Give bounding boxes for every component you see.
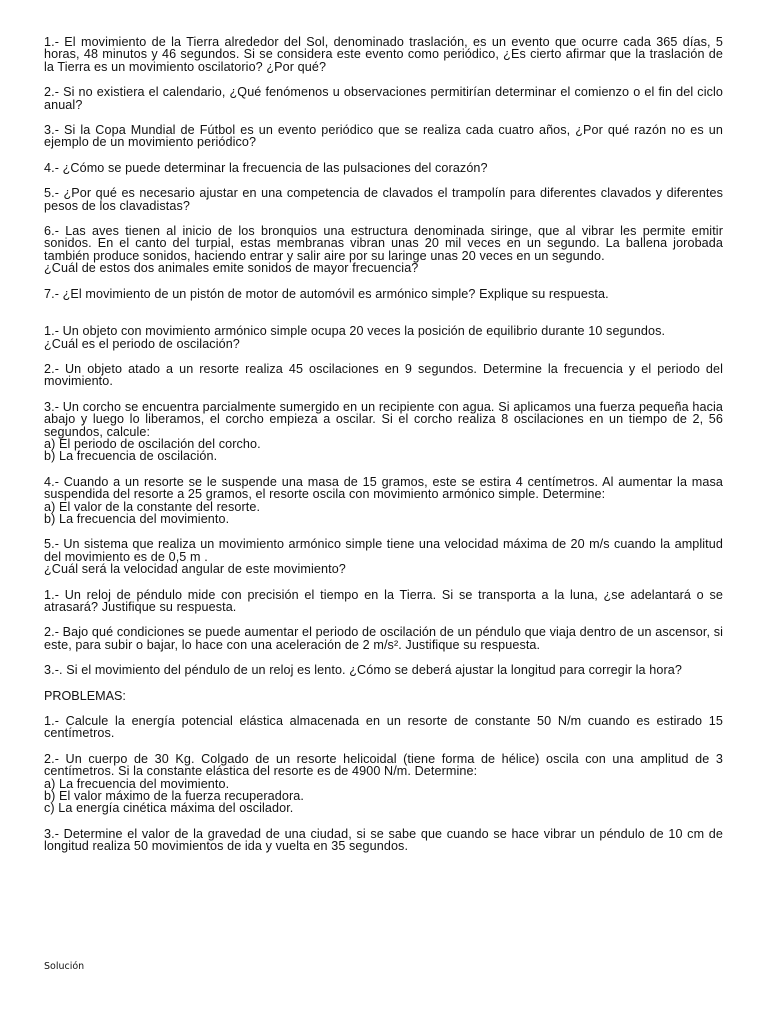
question-number: 7.- xyxy=(44,286,59,301)
question-1-6 xyxy=(44,225,723,275)
question-text: Un sistema que realiza un movimiento armónico simple tiene una velocidad máxima de 20 m/s cuando la amplitud del movimiento es de 0,5 m . xyxy=(44,537,723,564)
question-2-4 xyxy=(44,476,723,526)
question-text: Cuando a un resorte se le suspende una masa de 15 gramos, este se estira 4 centímetros. Al aumentar la masa suspendida del resorte a 25 gramos, el resorte oscila con movimiento armónico simple. Determine: xyxy=(44,474,723,502)
question-number: 2.- xyxy=(44,85,59,100)
question-subline: ¿Cuál es el periodo de oscilación? xyxy=(44,336,240,351)
question-subline: ¿Cuál será la velocidad angular de este movimiento? xyxy=(44,562,346,577)
question-text: Un objeto con movimiento armónico simple ocupa 20 veces la posición de equilibrio durante 10 segundos. xyxy=(62,324,666,339)
question-number: 5.- xyxy=(44,186,59,201)
question-1-7 xyxy=(44,288,723,300)
question-text: Bajo qué condiciones se puede aumentar el periodo de oscilación de un péndulo que viaja dentro de un ascensor, si este, para subir o bajar, lo hace con una aceleración de 2 m/s². Justifique su respuesta. xyxy=(44,625,723,652)
question-2-5 xyxy=(44,538,723,575)
question-number: 1.- xyxy=(44,324,59,339)
question-text: Si el movimiento del péndulo de un reloj es lento. ¿Cómo se deberá ajustar la longitud para corregir la hora? xyxy=(66,663,682,678)
problem-2 xyxy=(44,753,723,815)
question-number: 2.- xyxy=(44,361,59,376)
question-1-5 xyxy=(44,187,723,212)
question-text: El movimiento de la Tierra alrededor del Sol, denominado traslación, es un evento que ocurre cada 365 días, 5 horas, 48 minutos y 46 segundos. Si se considera este evento como periódico, ¿Es cierto afirmar que la traslación de la Tierra es un movimiento oscilatorio? ¿Por qué? xyxy=(44,35,723,74)
question-number: 2.- xyxy=(44,625,59,640)
problem-3 xyxy=(44,828,723,853)
question-number: 4.- xyxy=(44,474,59,489)
problem-number: 1.- xyxy=(44,714,59,729)
question-number: 3.- xyxy=(44,399,59,414)
question-number: 6.- xyxy=(44,224,59,239)
problem-text: Determine el valor de la gravedad de una ciudad, si se sabe que cuando se hace vibrar un péndulo de 10 cm de longitud realiza 50 movimientos de ida y vuelta en 35 segundos. xyxy=(44,826,723,854)
question-2-3 xyxy=(44,401,723,463)
question-text: Un corcho se encuentra parcialmente sumergido en un recipiente con agua. Si aplicamos una fuerza pequeña hacia abajo y luego lo liberamos, el corcho empieza a oscilar. Si el corcho realiza 8 oscilaciones en un tiempo de 2, 56 segundos, calcule: xyxy=(44,399,723,439)
question-subline: ¿Cuál de estos dos animales emite sonidos de mayor frecuencia? xyxy=(44,261,419,276)
problem-text: Calcule la energía potencial elástica almacenada en un resorte de constante 50 N/m cuando es estirado 15 centímetros. xyxy=(44,714,723,741)
question-number: 3.- xyxy=(44,123,59,138)
problems-heading: PROBLEMAS: xyxy=(44,688,126,703)
question-text: Un reloj de péndulo mide con precisión el tiempo en la Tierra. Si se transporta a la luna, ¿se adelantará o se atrasará? Justifique su respuesta. xyxy=(44,587,723,614)
question-text: ¿Por qué es necesario ajustar en una competencia de clavados el trampolín para diferentes clavados y diferentes pesos de los clavadistas? xyxy=(44,186,723,213)
question-3-2 xyxy=(44,626,723,651)
question-1-4 xyxy=(44,162,723,174)
question-1-3 xyxy=(44,124,723,149)
question-3-3 xyxy=(44,664,723,676)
question-1-1 xyxy=(44,36,723,73)
question-1-2 xyxy=(44,86,723,111)
problem-subline: b) El valor máximo de la fuerza recuperadora. xyxy=(44,789,304,804)
section-2 xyxy=(44,325,723,576)
problem-number: 3.- xyxy=(44,826,59,841)
problem-subline: a) La frecuencia del movimiento. xyxy=(44,776,230,791)
question-number: 5.- xyxy=(44,537,59,552)
question-2-1 xyxy=(44,325,723,350)
footer-solution-label: Solución xyxy=(44,961,85,972)
document-page xyxy=(44,36,723,866)
question-text: Si no existiera el calendario, ¿Qué fenómenos u observaciones permitirían determinar el comienzo o el fin del ciclo anual? xyxy=(44,85,723,112)
problem-subline: c) La energía cinética máxima del oscilador. xyxy=(44,801,294,816)
section-1 xyxy=(44,36,723,300)
question-number: 1.- xyxy=(44,35,59,49)
problem-number: 2.- xyxy=(44,751,59,766)
question-subline: b) La frecuencia del movimiento. xyxy=(44,511,230,526)
question-text: ¿Cómo se puede determinar la frecuencia de las pulsaciones del corazón? xyxy=(62,160,488,175)
question-subline: a) El periodo de oscilación del corcho. xyxy=(44,436,261,451)
problem-1 xyxy=(44,715,723,740)
section-3 xyxy=(44,589,723,677)
question-text: Las aves tienen al inicio de los bronquios una estructura denominada siringe, que al vibrar les permite emitir sonidos. En el canto del turpial, estas membranas vibran unas 20 mil veces en un segundo. La ballena jorobada también produce sonidos, haciendo entrar y salir aire por su laringe unas 20 veces en un segundo. xyxy=(44,224,723,263)
question-text: Un objeto atado a un resorte realiza 45 oscilaciones en 9 segundos. Determine la frecuencia y el periodo del movimiento. xyxy=(44,361,723,389)
question-3-1 xyxy=(44,589,723,614)
question-number: 3.-. xyxy=(44,663,63,678)
question-2-2 xyxy=(44,363,723,388)
question-number: 1.- xyxy=(44,587,59,602)
question-text: Si la Copa Mundial de Fútbol es un evento periódico que se realiza cada cuatro años, ¿Por qué razón no es un ejemplo de un movimiento periódico? xyxy=(44,123,723,150)
question-number: 4.- xyxy=(44,160,59,175)
problem-text: Un cuerpo de 30 Kg. Colgado de un resorte helicoidal (tiene forma de hélice) oscila con una amplitud de 3 centímetros. Si la constante elástica del resorte es de 4900 N/m. Determine: xyxy=(44,751,723,779)
question-subline: b) La frecuencia de oscilación. xyxy=(44,449,218,464)
question-text: ¿El movimiento de un pistón de motor de automóvil es armónico simple? Explique su respuesta. xyxy=(62,286,609,301)
problems-section xyxy=(44,690,723,853)
question-subline: a) El valor de la constante del resorte. xyxy=(44,499,261,514)
